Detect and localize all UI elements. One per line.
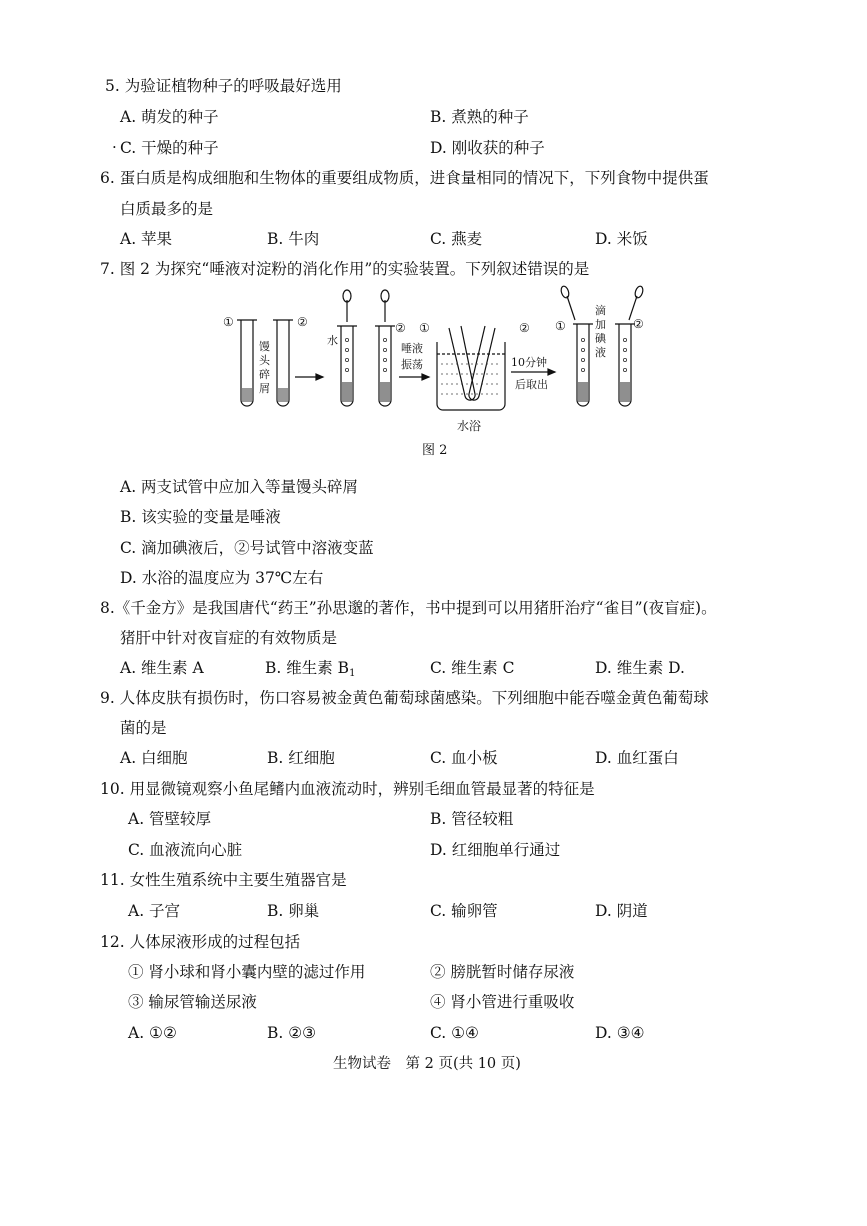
q5-option-b: B. 煮熟的种子 bbox=[430, 108, 529, 126]
q9-stem-line2: 菌的是 bbox=[120, 719, 167, 737]
page-footer: 生物试卷 第 2 页(共 10 页) bbox=[333, 1056, 521, 1072]
q5-stem: 5. 为验证植物种子的呼吸最好选用 bbox=[105, 77, 342, 95]
fig-label-tube2d: ② bbox=[633, 317, 644, 331]
fig-label-tube1c: ① bbox=[555, 319, 566, 333]
q7-stem: 7. 图 2 为探究“唾液对淀粉的消化作用”的实验装置。下列叙述错误的是 bbox=[100, 260, 590, 278]
q8-option-b-subscript: 1 bbox=[349, 668, 356, 679]
q11-option-a: A. 子宫 bbox=[128, 902, 181, 920]
q10-option-b: B. 管径较粗 bbox=[430, 810, 514, 828]
experiment-figure bbox=[215, 284, 655, 444]
q8-option-b-text: B. 维生素 B bbox=[265, 659, 350, 677]
q5-option-d: D. 刚收获的种子 bbox=[430, 139, 545, 157]
fig-label-mantou-2: 头 bbox=[259, 354, 270, 367]
q7-option-a: A. 两支试管中应加入等量馒头碎屑 bbox=[120, 478, 359, 496]
fig-label-tube2b: ② bbox=[395, 321, 406, 335]
q9-option-a: A. 白细胞 bbox=[120, 749, 188, 767]
q7-option-b: B. 该实验的变量是唾液 bbox=[120, 508, 281, 526]
q10-stem: 10. 用显微镜观察小鱼尾鳍内血液流动时，辨别毛细血管最显著的特征是 bbox=[100, 780, 595, 798]
fig-label-water: 水 bbox=[327, 334, 338, 347]
fig-label-time2: 后取出 bbox=[515, 378, 548, 391]
q8-option-b bbox=[265, 658, 355, 684]
figure-caption: 图 2 bbox=[422, 443, 448, 458]
q10-option-c: C. 血液流向心脏 bbox=[128, 841, 243, 859]
q12-stem: 12. 人体尿液形成的过程包括 bbox=[100, 933, 301, 951]
stray-mark: · bbox=[112, 138, 117, 156]
fig-label-iodine-3: 碘 bbox=[595, 332, 606, 345]
fig-label-iodine-4: 液 bbox=[595, 346, 606, 359]
fig-label-iodine-2: 加 bbox=[595, 318, 606, 331]
q6-option-a: A. 苹果 bbox=[120, 230, 173, 248]
q7-option-c: C. 滴加碘液后，②号试管中溶液变蓝 bbox=[120, 539, 374, 557]
fig-label-tube2: ② bbox=[297, 315, 308, 329]
q12-option-a: A. ①② bbox=[128, 1024, 177, 1042]
fig-label-mantou-1: 馒 bbox=[259, 340, 270, 353]
fig-label-tube1b: ① bbox=[419, 321, 430, 335]
q11-option-c: C. 输卵管 bbox=[430, 902, 498, 920]
q8-stem-line2: 猪肝中针对夜盲症的有效物质是 bbox=[120, 629, 338, 647]
q12-option-c: C. ①④ bbox=[430, 1024, 479, 1042]
q12-item-2: ② 膀胱暂时储存尿液 bbox=[430, 963, 575, 981]
fig-label-time1: 10分钟 bbox=[511, 356, 547, 369]
q11-stem: 11. 女性生殖系统中主要生殖器官是 bbox=[100, 871, 347, 889]
q6-option-c: C. 燕麦 bbox=[430, 230, 483, 248]
fig-label-mantou-4: 屑 bbox=[259, 382, 270, 395]
q9-option-b: B. 红细胞 bbox=[267, 749, 335, 767]
q6-stem-line1: 6. 蛋白质是构成细胞和生物体的重要组成物质，进食量相同的情况下，下列食物中提供蛋 bbox=[100, 169, 709, 187]
q9-stem-line1: 9. 人体皮肤有损伤时，伤口容易被金黄色葡萄球菌感染。下列细胞中能吞噬金黄色葡萄球 bbox=[100, 689, 709, 707]
q9-option-c: C. 血小板 bbox=[430, 749, 498, 767]
q12-item-3: ③ 输尿管输送尿液 bbox=[128, 993, 257, 1011]
fig-label-tube2c: ② bbox=[519, 321, 530, 335]
q8-stem-line1: 8.《千金方》是我国唐代“药王”孙思邈的著作，书中提到可以用猪肝治疗“雀目”(夜盲症)。 bbox=[100, 599, 717, 617]
q12-item-1: ① 肾小球和肾小囊内壁的滤过作用 bbox=[128, 963, 366, 981]
q7-option-d: D. 水浴的温度应为 37℃左右 bbox=[120, 569, 324, 587]
fig-label-saliva-1: 唾液 bbox=[401, 342, 423, 355]
q11-option-d: D. 阴道 bbox=[595, 902, 648, 920]
q10-option-d: D. 红细胞单行通过 bbox=[430, 841, 561, 859]
fig-label-mantou-3: 碎 bbox=[259, 368, 270, 381]
q5-option-a: A. 萌发的种子 bbox=[120, 108, 219, 126]
q10-option-a: A. 管壁较厚 bbox=[128, 810, 212, 828]
q6-stem-line2: 白质最多的是 bbox=[120, 200, 214, 218]
fig-label-iodine-1: 滴 bbox=[595, 304, 606, 317]
q9-option-d: D. 血红蛋白 bbox=[595, 749, 679, 767]
q12-option-d: D. ③④ bbox=[595, 1024, 645, 1042]
experiment-diagram bbox=[215, 284, 655, 444]
q8-option-c: C. 维生素 C bbox=[430, 659, 515, 677]
q8-option-d: D. 维生素 D. bbox=[595, 659, 685, 677]
bath-tube-2 bbox=[469, 326, 495, 400]
q5-option-c: C. 干燥的种子 bbox=[120, 139, 219, 157]
fig-label-tube1: ① bbox=[223, 315, 234, 329]
fig-label-bath: 水浴 bbox=[457, 419, 482, 433]
fig-label-saliva-2: 振荡 bbox=[401, 358, 423, 371]
bath-tube-1 bbox=[449, 326, 475, 400]
q12-item-4: ④ 肾小管进行重吸收 bbox=[430, 993, 575, 1011]
q8-option-a: A. 维生素 A bbox=[120, 659, 204, 677]
q6-option-d: D. 米饭 bbox=[595, 230, 648, 248]
q12-option-b: B. ②③ bbox=[267, 1024, 317, 1042]
q11-option-b: B. 卵巢 bbox=[267, 902, 320, 920]
q6-option-b: B. 牛肉 bbox=[267, 230, 320, 248]
